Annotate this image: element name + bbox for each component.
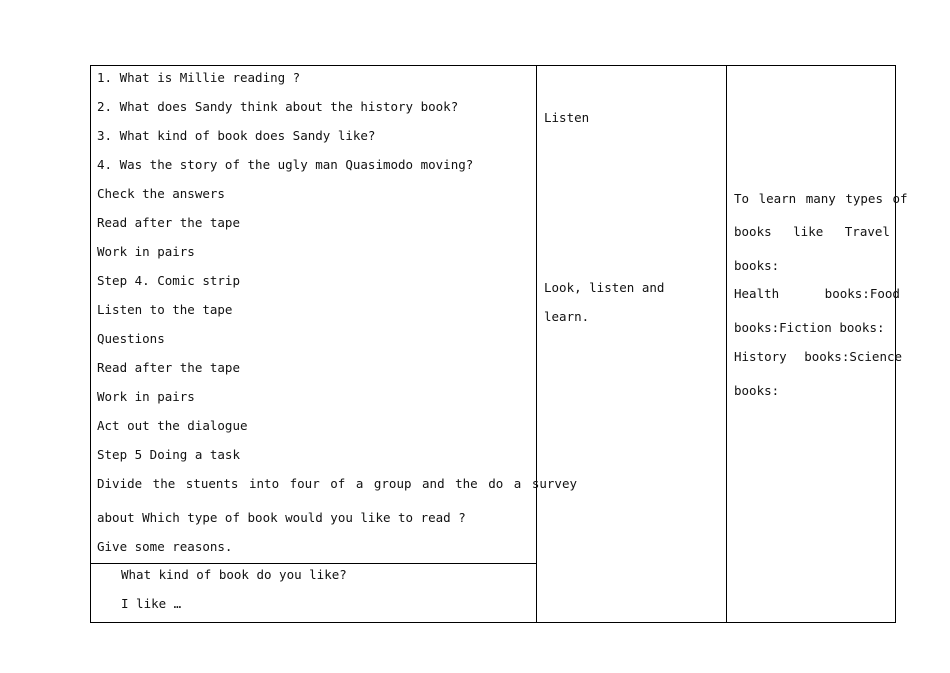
step-line: Work in pairs <box>97 244 195 259</box>
question-2: 2. What does Sandy think about the history book? <box>97 99 459 114</box>
step-line: Check the answers <box>97 186 225 201</box>
look-listen-learn-line2: learn. <box>544 309 590 324</box>
step-5-heading: Step 5 Doing a task <box>97 447 240 462</box>
purpose-column <box>727 66 908 622</box>
question-4: 4. Was the story of the ugly man Quasimodo moving? <box>97 157 474 172</box>
question-1: 1. What is Millie reading ? <box>97 70 301 85</box>
purpose-line5: books:Fiction books: <box>734 320 885 335</box>
activity-column <box>537 66 727 622</box>
listen-label: Listen <box>544 110 590 125</box>
step-line: Read after the tape <box>97 215 240 230</box>
task-description-line1: Divide the stuents into four of a group and the do a survey <box>97 476 578 491</box>
purpose-line1: To learn many types of <box>734 191 908 206</box>
purpose-line7: books: <box>734 383 780 398</box>
lesson-table <box>90 65 908 623</box>
step-line: Work in pairs <box>97 389 195 404</box>
question-3: 3. What kind of book does Sandy like? <box>97 128 376 143</box>
step-4-heading: Step 4. Comic strip <box>97 273 240 288</box>
dialogue-box <box>91 563 537 624</box>
purpose-line3: books: <box>734 258 780 273</box>
dialogue-answer: I like … <box>121 596 182 611</box>
step-line: Act out the dialogue <box>97 418 248 433</box>
step-line: Questions <box>97 331 165 346</box>
purpose-line2: books like Travel <box>734 224 890 239</box>
task-description-line2: about Which type of book would you like to read ? <box>97 510 466 525</box>
step-line: Read after the tape <box>97 360 240 375</box>
step-line: Listen to the tape <box>97 302 233 317</box>
task-description-line3: Give some reasons. <box>97 539 233 554</box>
purpose-line4: Health books:Food <box>734 286 900 301</box>
dialogue-question: What kind of book do you like? <box>121 567 347 582</box>
purpose-line6: History books:Science <box>734 349 903 364</box>
look-listen-learn-line1: Look, listen and <box>544 280 665 295</box>
